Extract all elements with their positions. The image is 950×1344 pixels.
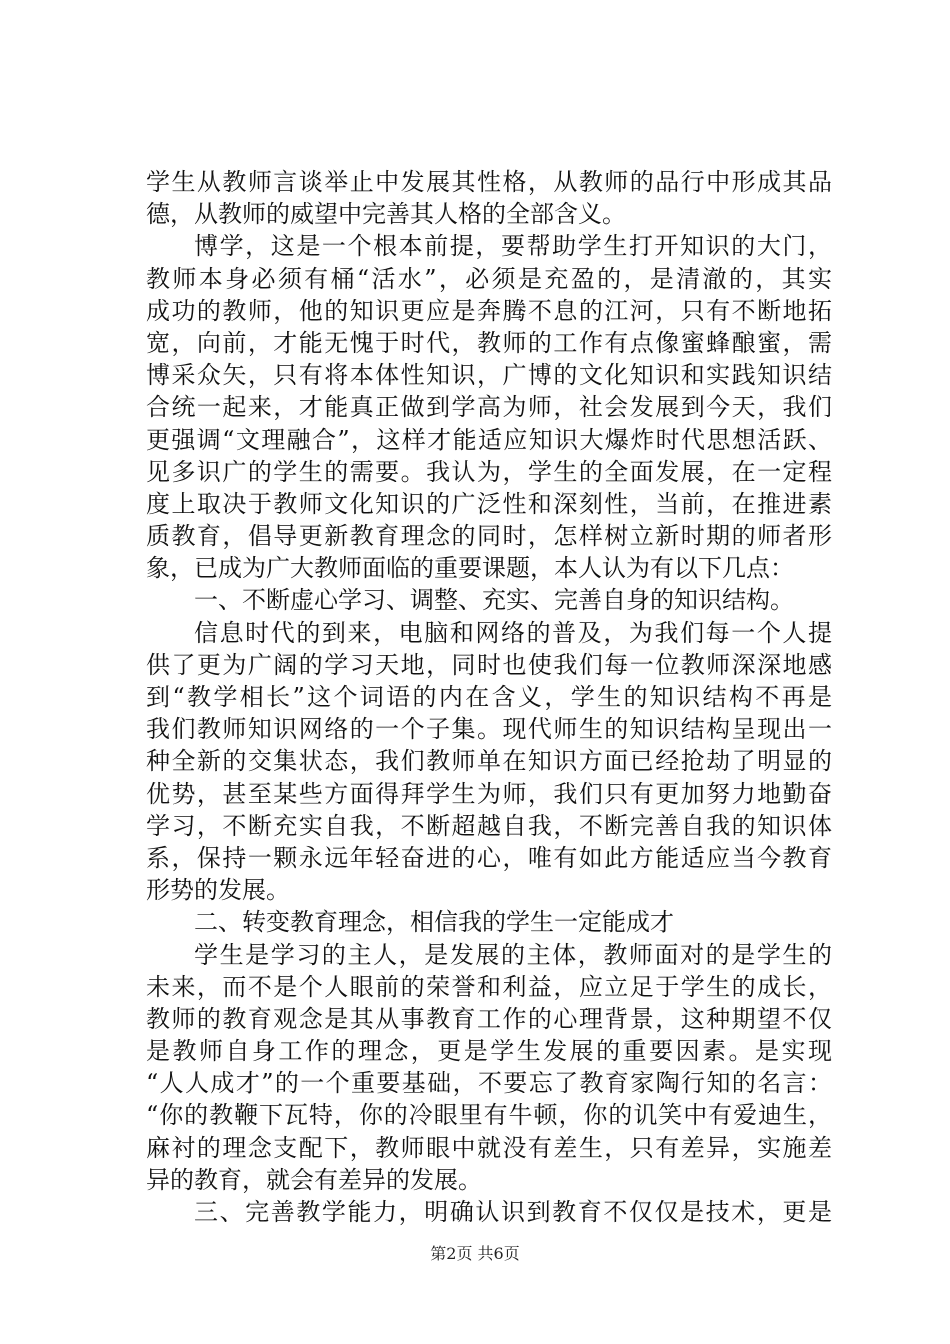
text-line: 教师的教育观念是其从事教育工作的心理背景，这种期望不仅 — [146, 1004, 832, 1033]
text-line: 象，已成为广大教师面临的重要课题，本人认为有以下几点： — [146, 554, 794, 583]
text-line: 合统一起来，才能真正做到学高为师，社会发展到今天，我们 — [146, 393, 832, 422]
text-line: 学生从教师言谈举止中发展其性格，从教师的品行中形成其品 — [146, 168, 832, 196]
text-line: 种全新的交集状态，我们教师单在知识方面已经抢劫了明显的 — [146, 747, 832, 776]
text-line: 见多识广的学生的需要。我认为，学生的全面发展，在一定程 — [146, 457, 832, 486]
text-line: “人人成才”的一个重要基础，不要忘了教育家陶行知的名言： — [146, 1069, 832, 1098]
body-text — [146, 166, 832, 1228]
text-line: 质教育，倡导更新教育理念的同时，怎样树立新时期的师者形 — [146, 522, 832, 551]
text-line: 教师本身必须有桶“活水”，必须是充盈的，是清澈的，其实 — [146, 264, 832, 293]
text-line: 度上取决于教师文化知识的广泛性和深刻性，当前，在推进素 — [146, 489, 832, 518]
page-footer: 第2页 共6页 — [430, 1244, 520, 1263]
text-line: 学生是学习的主人，是发展的主体，教师面对的是学生的 — [194, 940, 832, 969]
text-line: 供了更为广阔的学习天地，同时也使我们每一位教师深深地感 — [146, 650, 832, 679]
text-line: 博采众矢，只有将本体性知识，广博的文化知识和实践知识结 — [146, 361, 832, 390]
text-line: 信息时代的到来，电脑和网络的普及，为我们每一个人提 — [194, 618, 832, 647]
text-line: 未来，而不是个人眼前的荣誉和利益，应立足于学生的成长， — [146, 972, 832, 1001]
text-line: 系，保持一颗永远年轻奋进的心，唯有如此方能适应当今教育 — [146, 843, 832, 872]
text-line: 一、不断虚心学习、调整、充实、完善自身的知识结构。 — [194, 586, 794, 615]
text-line: 博学，这是一个根本前提，要帮助学生打开知识的大门， — [194, 232, 832, 261]
text-line: 成功的教师，他的知识更应是奔腾不息的江河，只有不断地拓 — [146, 296, 832, 325]
text-line: “你的教鞭下瓦特，你的冷眼里有牛顿，你的讥笑中有爱迪生， — [146, 1101, 832, 1130]
text-line: 麻衬的理念支配下，教师眼中就没有差生，只有差异，实施差 — [146, 1133, 832, 1162]
text-line: 二、转变教育理念，相信我的学生一定能成才 — [194, 908, 674, 937]
text-line: 是教师自身工作的理念，更是学生发展的重要因素。是实现 — [146, 1037, 832, 1066]
text-line: 学习，不断充实自我，不断超越自我，不断完善自我的知识体 — [146, 811, 832, 840]
text-line: 优势，甚至某些方面得拜学生为师，我们只有更加努力地勤奋 — [146, 779, 832, 808]
text-line: 三、完善教学能力，明确认识到教育不仅仅是技术，更是 — [194, 1198, 832, 1226]
text-line: 异的教育，就会有差异的发展。 — [146, 1165, 482, 1194]
text-line: 德，从教师的威望中完善其人格的全部含义。 — [146, 200, 626, 229]
text-line: 形势的发展。 — [146, 876, 290, 905]
text-line: 宽，向前，才能无愧于时代，教师的工作有点像蜜蜂酿蜜，需 — [146, 328, 832, 357]
text-line: 到“教学相长”这个词语的内在含义，学生的知识结构不再是 — [146, 683, 832, 711]
text-line: 更强调“文理融合”，这样才能适应知识大爆炸时代思想活跃、 — [146, 425, 832, 454]
text-line: 我们教师知识网络的一个子集。现代师生的知识结构呈现出一 — [146, 715, 832, 744]
